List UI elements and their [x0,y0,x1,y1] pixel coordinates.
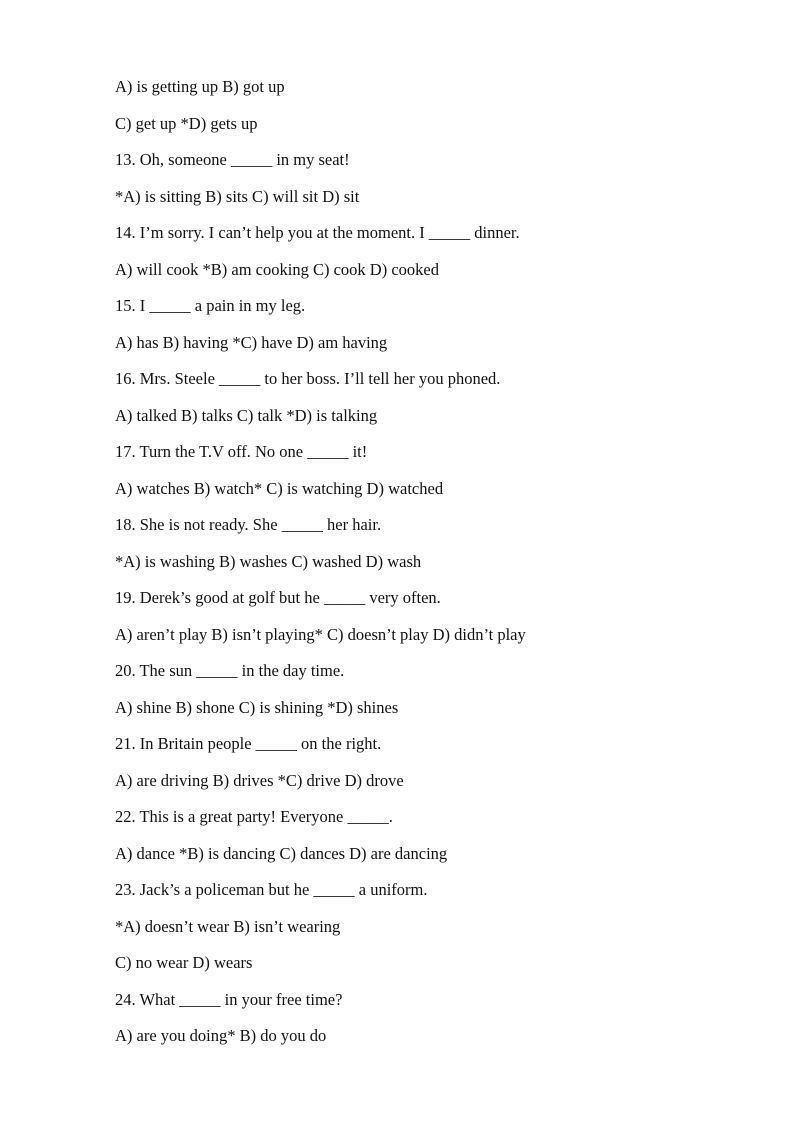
answer-options-19: A) aren’t play B) isn’t playing* C) doesn’t play D) didn’t play [115,624,526,644]
question-14: 14. I’m sorry. I can’t help you at the moment. I _____ dinner. [115,223,520,242]
answer-options-20: A) shine B) shone C) is shining *D) shines [115,697,399,717]
question-15: 15. I _____ a pain in my leg. [115,296,306,315]
answer-options-13: *A) is sitting B) sits C) will sit D) sit [115,186,360,206]
question-24: 24. What _____ in your free time? [115,989,343,1009]
question-21: 21. In Britain people _____ on the right. [115,734,382,753]
answer-options-21: A) are driving B) drives *C) drive D) drove [115,770,404,790]
answer-options-23b: C) no wear D) wears [115,953,253,972]
question-22: 22. This is a great party! Everyone _____. [115,807,393,826]
answer-options-17: A) watches B) watch* C) is watching D) watched [115,478,444,498]
answer-options-23a: *A) doesn’t wear B) isn’t wearing [115,916,341,936]
question-18: 18. She is not ready. She _____ her hair. [115,515,382,534]
question-list [115,75,755,1061]
answer-options-14: A) will cook *B) am cooking C) cook D) cooked [115,259,439,279]
question-13: 13. Oh, someone _____ in my seat! [115,150,350,169]
answer-options-18: *A) is washing B) washes C) washed D) wash [115,551,422,571]
question-23: 23. Jack’s a policeman but he _____ a uniform. [115,880,428,899]
answer-options-12b: C) get up *D) gets up [115,113,258,133]
question-16: 16. Mrs. Steele _____ to her boss. I’ll tell her you phoned. [115,369,501,388]
answer-options-24: A) are you doing* B) do you do [115,1026,327,1045]
question-19: 19. Derek’s good at golf but he _____ very often. [115,588,441,607]
question-20: 20. The sun _____ in the day time. [115,661,345,680]
answer-options-12a: A) is getting up B) got up [115,77,285,96]
answer-options-15: A) has B) having *C) have D) am having [115,332,388,352]
answer-options-22: A) dance *B) is dancing C) dances D) are dancing [115,843,448,863]
answer-options-16: A) talked B) talks C) talk *D) is talking [115,405,378,425]
question-17: 17. Turn the T.V off. No one _____ it! [115,442,368,461]
